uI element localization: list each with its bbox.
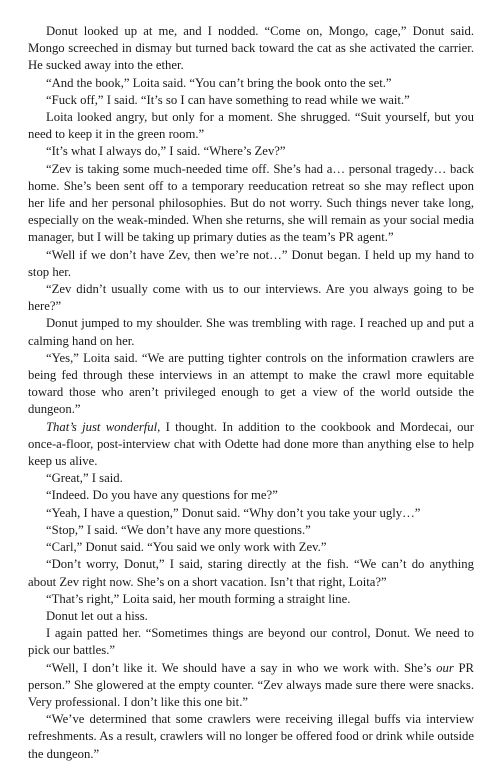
- paragraph: Donut jumped to my shoulder. She was trembling with rage. I reached up and put a calming hand on her.: [28, 316, 474, 348]
- paragraph: “Don’t worry, Donut,” I said, staring directly at the fish. “We can’t do anything about Zev right now. She’s on a short vacation. Isn’t that right, Loita?”: [28, 557, 474, 589]
- paragraph: “Yeah, I have a question,” Donut said. “Why don’t you take your ugly…”: [46, 505, 421, 520]
- book-page: [28, 23, 474, 763]
- paragraph: “It’s what I always do,” I said. “Where’s Zev?”: [46, 144, 286, 159]
- paragraph: “That’s right,” Loita said, her mouth forming a straight line.: [46, 591, 351, 606]
- paragraph: Donut looked up at me, and I nodded. “Come on, Mongo, cage,” Donut said. Mongo screeched in dismay but turned back toward the cat as she activated the carrier. He sucked away into the ether.: [28, 24, 474, 73]
- paragraph: “Indeed. Do you have any questions for me?”: [46, 488, 278, 503]
- paragraph: “We’ve determined that some crawlers were receiving illegal buffs via interview refreshments. As a result, crawlers will no longer be offered food or drink while outside the dungeon.”: [28, 712, 474, 761]
- paragraph: “And the book,” Loita said. “You can’t bring the book onto the set.”: [46, 75, 392, 90]
- paragraph: “Zev didn’t usually come with us to our interviews. Are you always going to be here?”: [28, 282, 474, 314]
- paragraph: “Well if we don’t have Zev, then we’re not…” Donut began. I held up my hand to stop her.: [28, 247, 474, 279]
- paragraph: “Yes,” Loita said. “We are putting tighter controls on the information crawlers are being fed through these interviews in an attempt to make the crawl more equitable toward those who aren’t privileged enough to get a view of the world outside the dungeon.”: [28, 350, 474, 417]
- italic-emphasis: our: [436, 660, 454, 675]
- paragraph: “Well, I don’t like it. We should have a say in who we work with. She’s our PR person.” She glowered at the empty counter. “Zev always made sure there were snacks. Very professional. I don’t like this one bit.”: [28, 660, 474, 709]
- italic-thought: That’s just wonderful: [46, 419, 158, 434]
- paragraph: I again patted her. “Sometimes things are beyond our control, Donut. We need to pick our battles.”: [28, 626, 474, 658]
- paragraph: Donut let out a hiss.: [46, 608, 148, 623]
- paragraph: That’s just wonderful, I thought. In addition to the cookbook and Mordecai, our once-a-floor, post-interview chat with Odette had done more than anything else to help keep us alive.: [28, 419, 474, 469]
- paragraph: “Stop,” I said. “We don’t have any more questions.”: [46, 522, 311, 537]
- paragraph: Loita looked angry, but only for a moment. She shrugged. “Suit yourself, but you need to keep it in the green room.”: [28, 110, 474, 142]
- paragraph: “Carl,” Donut said. “You said we only work with Zev.”: [46, 540, 327, 555]
- paragraph: “Zev is taking some much-needed time off. She’s had a… personal tragedy… back home. She’s been sent off to a temporary reeducation retreat so she may reflect upon her life and her personal philosophies. But do not worry. Such things never take long, especially on the weak-minded. When she returns, she will remain as your social media manager, but I will be taking up primary duties as the team’s PR agent.”: [28, 161, 474, 245]
- paragraph: “Great,” I said.: [46, 471, 123, 486]
- paragraph: “Fuck off,” I said. “It’s so I can have something to read while we wait.”: [46, 92, 410, 107]
